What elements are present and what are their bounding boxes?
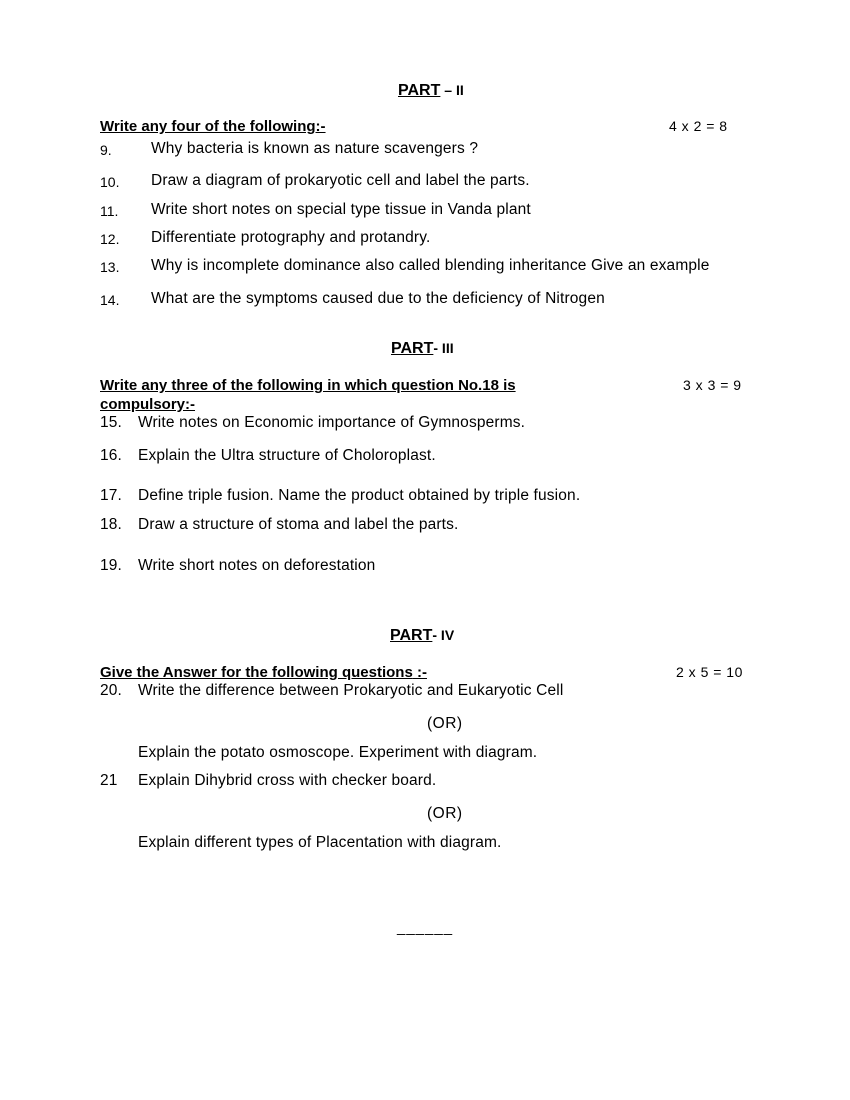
part-4-title: PART- IV [390, 627, 455, 644]
part-2-instruction: Write any four of the following:- [100, 118, 326, 135]
part-4-instruction: Give the Answer for the following questions :- [100, 664, 427, 681]
end-marker: ______ [397, 919, 454, 936]
question-number: 9. [100, 142, 112, 158]
question-text: Write short notes on special type tissue in Vanda plant [151, 201, 531, 218]
question-alternative-text: Explain different types of Placentation with diagram. [138, 834, 502, 851]
part-3-title: PART- III [391, 340, 454, 357]
question-number: 21 [100, 772, 118, 789]
question-alternative-text: Explain the potato osmoscope. Experiment with diagram. [138, 744, 538, 761]
part-3-instruction-line-1: Write any three of the following in which question No.18 is [100, 377, 516, 394]
question-number: 11. [100, 203, 119, 219]
question-text: Why bacteria is known as nature scavengers ? [151, 140, 479, 157]
question-number: 17. [100, 487, 122, 504]
part-4-marks: 2 x 5 = 10 [676, 664, 743, 680]
question-number: 16. [100, 447, 122, 464]
question-number: 20. [100, 682, 122, 699]
or-separator: (OR) [427, 805, 463, 822]
question-text: Write short notes on deforestation [138, 557, 376, 574]
question-text: Explain the Ultra structure of Choloroplast. [138, 447, 436, 464]
question-text: What are the symptoms caused due to the deficiency of Nitrogen [151, 290, 605, 307]
question-number: 19. [100, 557, 122, 574]
question-text: Write the difference between Prokaryotic and Eukaryotic Cell [138, 682, 564, 699]
question-number: 13. [100, 259, 120, 275]
part-3-marks: 3 x 3 = 9 [683, 377, 742, 393]
part-2-marks: 4 x 2 = 8 [669, 118, 728, 134]
question-text: Draw a structure of stoma and label the parts. [138, 516, 459, 533]
question-text: Define triple fusion. Name the product obtained by triple fusion. [138, 487, 581, 504]
question-number: 14. [100, 292, 120, 308]
question-number: 10. [100, 174, 120, 190]
or-separator: (OR) [427, 715, 463, 732]
question-text: Write notes on Economic importance of Gymnosperms. [138, 414, 526, 431]
part-2-title: PART – II [398, 82, 464, 99]
question-number: 15. [100, 414, 122, 431]
question-text: Differentiate protography and protandry. [151, 229, 431, 246]
question-text: Draw a diagram of prokaryotic cell and label the parts. [151, 172, 530, 189]
question-number: 12. [100, 231, 120, 247]
question-text: Explain Dihybrid cross with checker board. [138, 772, 437, 789]
question-text: Why is incomplete dominance also called blending inheritance Give an example [151, 257, 710, 274]
part-3-instruction-line-2: compulsory:- [100, 396, 196, 413]
question-number: 18. [100, 516, 122, 533]
